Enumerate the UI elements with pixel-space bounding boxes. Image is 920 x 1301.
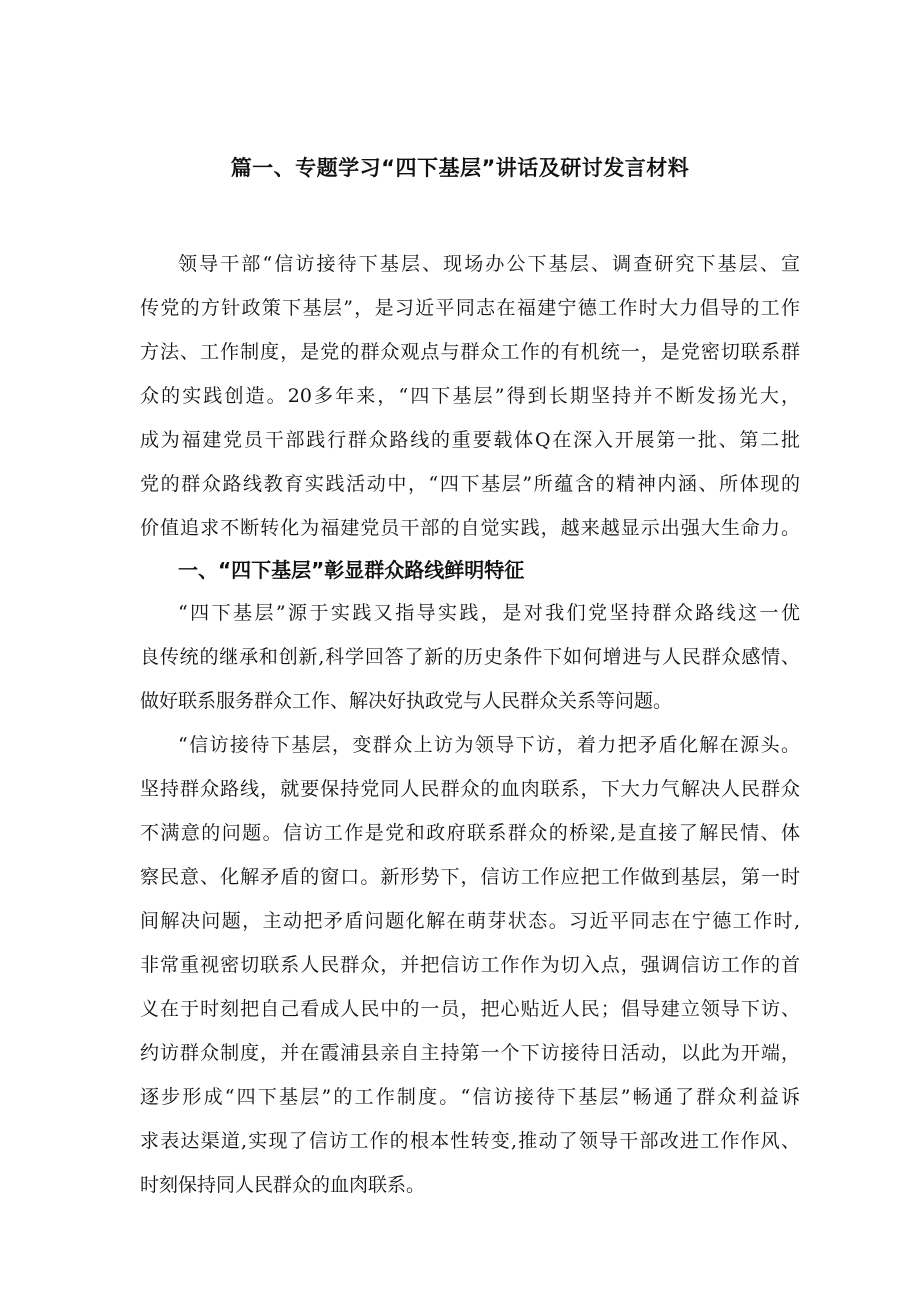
intro-line: 党的群众路线教育实践活动中，“四下基层”所蕴含的精神内涵、所体现的 [140,473,800,495]
paragraph-line: 察民意、化解矛盾的窗口。新形势下，信访工作应把工作做到基层，第一时 [140,866,800,888]
paragraph-line: “信访接待下基层，变群众上访为领导下访，着力把矛盾化解在源头。 [178,734,800,756]
intro-line: 价值追求不断转化为福建党员干部的自觉实践，越来越显示出强大生命力。 [140,517,800,539]
section-heading: 一、“四下基层”彰显群众路线鲜明特征 [178,558,525,582]
paragraph-line: 做好联系服务群众工作、解决好执政党与人民群众关系等问题。 [140,690,673,712]
paragraph-line: 良传统的继承和创新,科学回答了新的历史条件下如何增进与人民群众感情、 [140,646,800,668]
paragraph-line: 约访群众制度，并在霞浦县亲自主持第一个下访接待日活动，以此为开端， [140,1042,800,1064]
document-title: 篇一、专题学习“四下基层”讲话及研讨发言材料 [230,156,690,180]
intro-line: 传党的方针政策下基层”，是习近平同志在福建宁德工作时大力倡导的工作 [140,297,800,319]
intro-line: 成为福建党员干部践行群众路线的重要载体Q在深入开展第一批、第二批 [140,429,800,451]
intro-line: 方法、工作制度，是党的群众观点与群众工作的有机统一，是党密切联系群 [140,341,800,363]
intro-line: 众的实践创造。20多年来，“四下基层”得到长期坚持并不断发扬光大， [140,385,800,407]
intro-line: 领导干部“信访接待下基层、现场办公下基层、调查研究下基层、宣 [178,253,800,275]
paragraph-line: 坚持群众路线，就要保持党同人民群众的血肉联系，下大力气解决人民群众 [140,778,800,800]
paragraph-line: 间解决问题，主动把矛盾问题化解在萌芽状态。习近平同志在宁德工作时, [140,910,800,932]
paragraph-line: 求表达渠道,实现了信访工作的根本性转变,推动了领导干部改进工作作风、 [140,1130,800,1152]
paragraph-line: 逐步形成“四下基层”的工作制度。“信访接待下基层”畅通了群众利益诉 [140,1086,800,1108]
paragraph-line: 义在于时刻把自己看成人民中的一员，把心贴近人民；倡导建立领导下访、 [140,998,800,1020]
paragraph-line: 不满意的问题。信访工作是党和政府联系群众的桥梁,是直接了解民情、体 [140,822,800,844]
paragraph-line: 非常重视密切联系人民群众，并把信访工作作为切入点，强调信访工作的首 [140,954,800,976]
paragraph-line: “四下基层”源于实践又指导实践，是对我们党坚持群众路线这一优 [178,602,800,624]
paragraph-line: 时刻保持同人民群众的血肉联系。 [140,1174,426,1196]
